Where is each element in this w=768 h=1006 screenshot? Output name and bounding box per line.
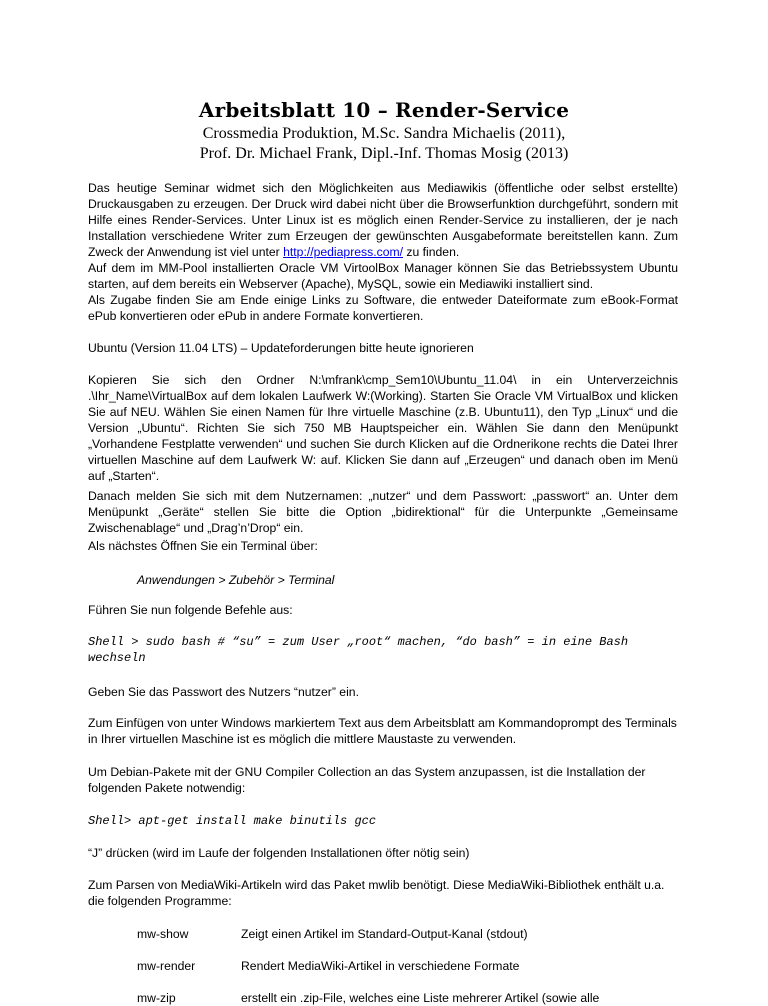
sudo-command: Shell > sudo bash # “su” = zum User „root“ machen, “do bash” = in eine Bash wechseln — [88, 635, 629, 665]
intro-line-2: Auf dem im MM-Pool installierten Oracle VM VirtoolBox Manager können Sie das Betriebssystem Ubuntu starten, auf dem bereits ein Webserver (Apache), MySQL, sowie ein Mediawiki installiert sind. — [88, 261, 678, 291]
copy-paragraph: Kopieren Sie sich den Ordner N:\mfrank\cmp_Sem10\Ubuntu_11.04\ in ein Unterverzeichnis .\Ihr_Name\VirtualBox auf dem lokalen Laufwerk W:(Working). Starten Sie Oracle VM VirtualBox und klicken Sie auf NEU. Wählen Sie einen Namen für Ihre virtuelle Maschine (z.B. Ubuntu11), den Typ „Linux“ und die Version „Ubuntu“. Richten Sie sich 750 MB Hauptspeicher ein. Wählen Sie dann den Menüpunkt „Vorhandene Festplatte verwenden“ und suchen Sie durch Klicken auf die Ordnerikone rechts die Datei Ihrer virtuellen Maschine auf dem Laufwerk W: auf. Klicken Sie dann auf „Erzeugen“ und danach oben im Menü auf „Starten“. — [88, 373, 678, 483]
intro-text-end: zu finden. — [403, 245, 460, 259]
program-desc: Zeigt einen Artikel im Standard-Output-Kanal (stdout) — [241, 927, 528, 941]
j-paragraph: “J” drücken (wird im Laufe der folgenden Installationen öfter nötig sein) — [88, 846, 470, 860]
mwlib-paragraph: Zum Parsen von MediaWiki-Artikeln wird das Paket mwlib benötigt. Diese MediaWiki-Bibliothek enthält u.a. die folgenden Programme: — [88, 878, 665, 908]
authors-block — [0, 124, 768, 164]
terminal-path: Anwendungen > Zubehör > Terminal — [137, 573, 335, 587]
program-name: mw-show — [137, 927, 189, 941]
intro-line-3: Als Zugabe finden Sie am Ende einige Links zu Software, die entweder Dateiformate zum eBook-Format ePub konvertieren oder ePub in andere Formate konvertieren. — [88, 293, 678, 323]
program-name: mw-zip — [137, 991, 176, 1005]
terminal-paragraph: Als nächstes Öffnen Sie ein Terminal über: — [88, 539, 318, 553]
program-desc: Rendert MediaWiki-Artikel in verschiedene Formate — [241, 959, 520, 973]
intro-text: Das heutige Seminar widmet sich den Möglichkeiten aus Mediawikis (öffentliche oder selbst erstellte) Druckausgaben zu erzeugen. Der Druck wird dabei nicht über die Browserfunktion durchgeführt, sondern mit Hilfe eines Render-Services. Unter Linux ist es möglich einen Render-Service zu installieren, der je nach Installation verschiedene Writer zum Erzeugen der gewünschten Ausgabeformate bereitstellen kann. Zum Zweck der Anwendung ist viel unter — [88, 181, 678, 259]
commands-paragraph: Führen Sie nun folgende Befehle aus: — [88, 603, 293, 617]
authors-line-1: Crossmedia Produktion, M.Sc. Sandra Michaelis (2011), — [202, 125, 566, 142]
document-title: Arbeitsblatt 10 – Render-Service — [198, 98, 570, 122]
password-paragraph: Geben Sie das Passwort des Nutzers “nutzer” ein. — [88, 685, 359, 699]
ubuntu-heading: Ubuntu (Version 11.04 LTS) – Updateforderungen bitte heute ignorieren — [88, 341, 474, 355]
intro-paragraph — [88, 180, 678, 324]
debian-paragraph: Um Debian-Pakete mit der GNU Compiler Collection an das System anzupassen, ist die Installation der folgenden Pakete notwendig: — [88, 765, 646, 795]
program-name: mw-render — [137, 959, 196, 973]
authors-line-2: Prof. Dr. Michael Frank, Dipl.-Inf. Thomas Mosig (2013) — [199, 145, 569, 162]
apt-command: Shell> apt-get install make binutils gcc — [88, 814, 377, 828]
program-desc: erstellt ein .zip-File, welches eine Liste mehrerer Artikel (sowie alle — [241, 991, 600, 1005]
login-paragraph: Danach melden Sie sich mit dem Nutzernamen: „nutzer“ und dem Passwort: „passwort“ an. Unter dem Menüpunkt „Geräte“ stellen Sie bitte die Option „bidirektional“ für die Unterpunkte „Gemeinsame Zwischenablage“ und „Drag’n’Drop“ ein. — [88, 489, 678, 535]
paste-paragraph: Zum Einfügen von unter Windows markiertem Text aus dem Arbeitsblatt am Kommandoprompt des Terminals in Ihrer virtuellen Maschine ist es möglich die mittlere Maustaste zu verwenden. — [88, 716, 677, 746]
pediapress-link[interactable]: http://pediapress.com/ — [283, 245, 404, 259]
